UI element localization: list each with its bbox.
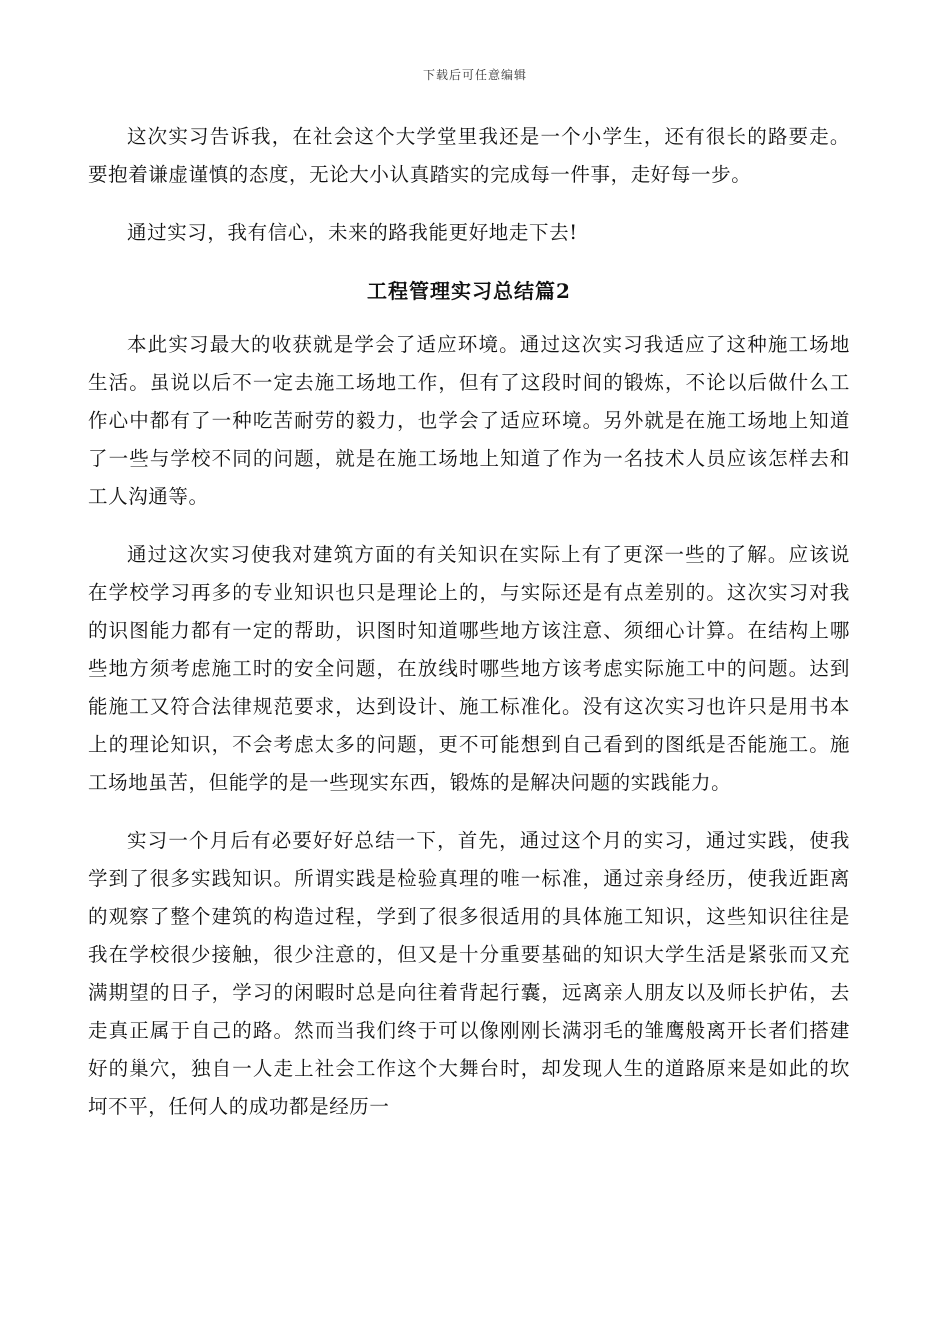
document-body xyxy=(88,118,850,1146)
section-title: 工程管理实习总结篇2 xyxy=(367,279,571,303)
paragraph-construction-knowledge: 通过这次实习使我对建筑方面的有关知识在实际上有了更深一些的了解。应该说在学校学习再多的专业知识也只是理论上的，与实际还是有点差别的。这次实习对我的识图能力都有一定的帮助，识图时知道哪些地方该注意、须细心计算。在结构上哪些地方须考虑施工时的安全问题，在放线时哪些地方该考虑实际施工中的问题。达到能施工又符合法律规范要求，达到设计、施工标准化。没有这次实习也许只是用书本上的理论知识，不会考虑太多的问题，更不可能想到自己看到的图纸是否能施工。施工场地虽苦，但能学的是一些现实东西，锻炼的是解决问题的实践能力。 xyxy=(88,543,850,794)
paragraph-adapt-environment: 本此实习最大的收获就是学会了适应环境。通过这次实习我适应了这种施工场地生活。虽说以后不一定去施工场地工作，但有了这段时间的锻炼，不论以后做什么工作心中都有了一种吃苦耐劳的毅力，也学会了适应环境。另外就是在施工场地上知道了一些与学校不同的问题，就是在施工场地上知道了作为一名技术人员应该怎样去和工人沟通等。 xyxy=(88,333,850,508)
paragraph-confidence: 通过实习，我有信心，未来的路我能更好地走下去! xyxy=(127,221,578,244)
paragraph-lesson: 这次实习告诉我，在社会这个大学堂里我还是一个小学生，还有很长的路要走。要抱着谦虚谨慎的态度，无论大小认真踏实的完成每一件事，走好每一步。 xyxy=(88,125,850,186)
header-note: 下载后可任意编辑 xyxy=(422,68,527,82)
paragraph-month-summary: 实习一个月后有必要好好总结一下，首先，通过这个月的实习，通过实践，使我学到了很多实践知识。所谓实践是检验真理的唯一标准，通过亲身经历，使我近距离的观察了整个建筑的构造过程，学到了很多很适用的具体施工知识，这些知识往往是我在学校很少接触，很少注意的，但又是十分重要基础的知识大学生活是紧张而又充满期望的日子，学习的闲暇时总是向往着背起行囊，远离亲人朋友以及师长护佑，去走真正属于自己的路。然而当我们终于可以像刚刚长满羽毛的雏鹰般离开长者们搭建好的巢穴，独自一人走上社会工作这个大舞台时，却发现人生的道路原来是如此的坎坷不平，任何人的成功都是经历一 xyxy=(88,829,850,1118)
